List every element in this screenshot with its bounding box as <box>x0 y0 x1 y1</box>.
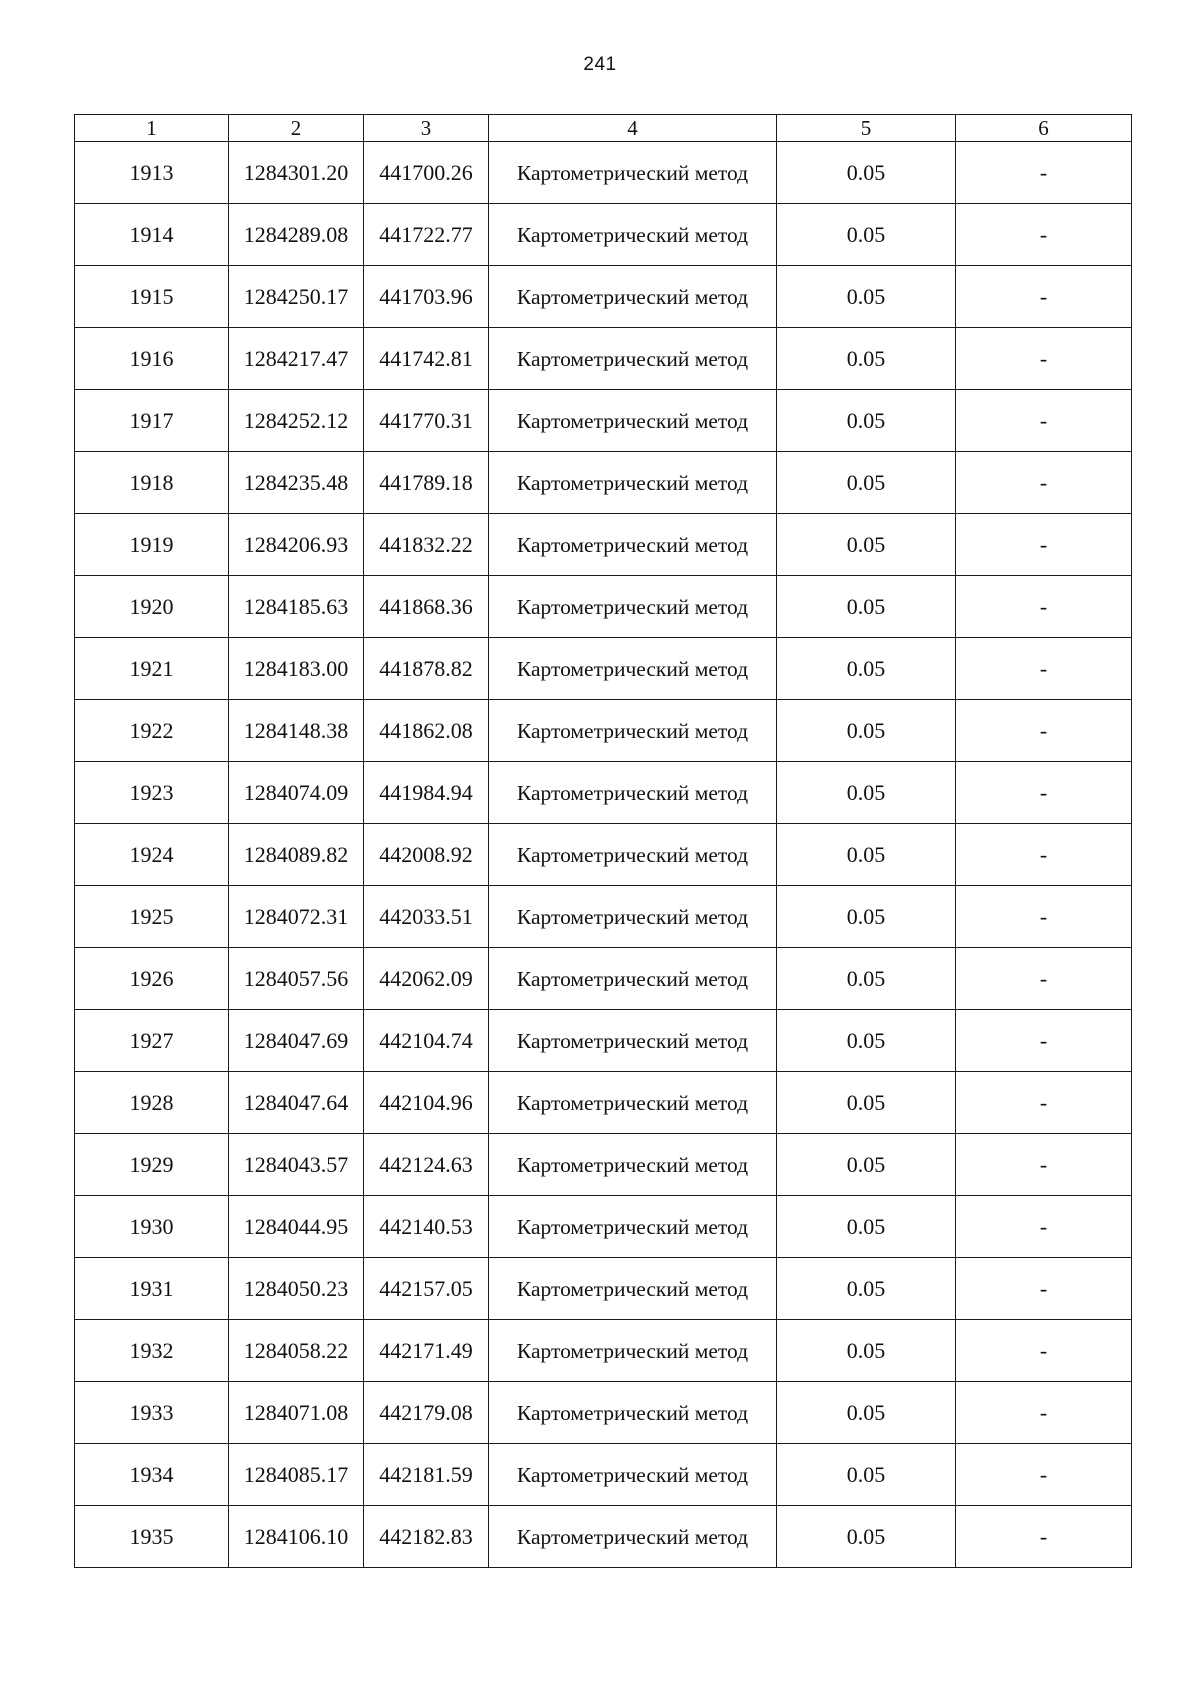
coordinate-y: 441722.77 <box>364 204 489 266</box>
coordinate-x: 1284074.09 <box>229 762 364 824</box>
note-cell: - <box>956 452 1132 514</box>
accuracy-cell: 0.05 <box>777 1196 956 1258</box>
coordinate-x: 1284071.08 <box>229 1382 364 1444</box>
table-row <box>75 886 1132 948</box>
accuracy-cell: 0.05 <box>777 328 956 390</box>
coordinate-y: 442179.08 <box>364 1382 489 1444</box>
accuracy-cell: 0.05 <box>777 1010 956 1072</box>
point-number: 1913 <box>75 142 229 204</box>
method-cell: Картометрический метод <box>489 762 777 824</box>
method-cell: Картометрический метод <box>489 1072 777 1134</box>
coordinate-y: 441862.08 <box>364 700 489 762</box>
point-number: 1926 <box>75 948 229 1010</box>
accuracy-cell: 0.05 <box>777 452 956 514</box>
table-row <box>75 1258 1132 1320</box>
coordinate-y: 441832.22 <box>364 514 489 576</box>
table-header <box>75 115 1132 142</box>
method-cell: Картометрический метод <box>489 142 777 204</box>
point-number: 1921 <box>75 638 229 700</box>
method-cell: Картометрический метод <box>489 1196 777 1258</box>
note-cell: - <box>956 1506 1132 1568</box>
coordinate-x: 1284148.38 <box>229 700 364 762</box>
coordinate-y: 442062.09 <box>364 948 489 1010</box>
accuracy-cell: 0.05 <box>777 948 956 1010</box>
coordinate-x: 1284085.17 <box>229 1444 364 1506</box>
accuracy-cell: 0.05 <box>777 514 956 576</box>
accuracy-cell: 0.05 <box>777 576 956 638</box>
table-row <box>75 638 1132 700</box>
table-row <box>75 576 1132 638</box>
column-header: 6 <box>956 115 1132 142</box>
table-row <box>75 762 1132 824</box>
accuracy-cell: 0.05 <box>777 1382 956 1444</box>
point-number: 1927 <box>75 1010 229 1072</box>
coordinate-y: 441984.94 <box>364 762 489 824</box>
note-cell: - <box>956 638 1132 700</box>
note-cell: - <box>956 1382 1132 1444</box>
point-number: 1932 <box>75 1320 229 1382</box>
method-cell: Картометрический метод <box>489 1506 777 1568</box>
note-cell: - <box>956 514 1132 576</box>
coordinate-y: 442171.49 <box>364 1320 489 1382</box>
point-number: 1930 <box>75 1196 229 1258</box>
page-number: 241 <box>583 54 617 75</box>
coordinate-x: 1284289.08 <box>229 204 364 266</box>
accuracy-cell: 0.05 <box>777 824 956 886</box>
coordinate-x: 1284235.48 <box>229 452 364 514</box>
method-cell: Картометрический метод <box>489 638 777 700</box>
table-body <box>75 142 1132 1568</box>
coordinate-x: 1284050.23 <box>229 1258 364 1320</box>
table-row <box>75 390 1132 452</box>
note-cell: - <box>956 576 1132 638</box>
table-row <box>75 1382 1132 1444</box>
note-cell: - <box>956 390 1132 452</box>
method-cell: Картометрический метод <box>489 1444 777 1506</box>
note-cell: - <box>956 700 1132 762</box>
coordinate-y: 442182.83 <box>364 1506 489 1568</box>
method-cell: Картометрический метод <box>489 700 777 762</box>
accuracy-cell: 0.05 <box>777 886 956 948</box>
note-cell: - <box>956 1258 1132 1320</box>
method-cell: Картометрический метод <box>489 948 777 1010</box>
point-number: 1924 <box>75 824 229 886</box>
method-cell: Картометрический метод <box>489 452 777 514</box>
point-number: 1931 <box>75 1258 229 1320</box>
method-cell: Картометрический метод <box>489 390 777 452</box>
note-cell: - <box>956 824 1132 886</box>
point-number: 1918 <box>75 452 229 514</box>
table-row <box>75 1506 1132 1568</box>
point-number: 1934 <box>75 1444 229 1506</box>
accuracy-cell: 0.05 <box>777 1320 956 1382</box>
coordinate-y: 442140.53 <box>364 1196 489 1258</box>
table-row <box>75 514 1132 576</box>
accuracy-cell: 0.05 <box>777 266 956 328</box>
coordinate-y: 442104.74 <box>364 1010 489 1072</box>
point-number: 1933 <box>75 1382 229 1444</box>
note-cell: - <box>956 1134 1132 1196</box>
note-cell: - <box>956 204 1132 266</box>
coordinate-x: 1284206.93 <box>229 514 364 576</box>
point-number: 1917 <box>75 390 229 452</box>
accuracy-cell: 0.05 <box>777 142 956 204</box>
header-row <box>75 115 1132 142</box>
method-cell: Картометрический метод <box>489 886 777 948</box>
note-cell: - <box>956 1010 1132 1072</box>
table-row <box>75 142 1132 204</box>
point-number: 1928 <box>75 1072 229 1134</box>
coordinate-x: 1284072.31 <box>229 886 364 948</box>
coordinate-x: 1284106.10 <box>229 1506 364 1568</box>
method-cell: Картометрический метод <box>489 576 777 638</box>
coordinate-x: 1284057.56 <box>229 948 364 1010</box>
coordinate-x: 1284047.69 <box>229 1010 364 1072</box>
note-cell: - <box>956 948 1132 1010</box>
note-cell: - <box>956 1072 1132 1134</box>
point-number: 1914 <box>75 204 229 266</box>
table-row <box>75 1072 1132 1134</box>
coordinate-x: 1284043.57 <box>229 1134 364 1196</box>
accuracy-cell: 0.05 <box>777 1134 956 1196</box>
table-row <box>75 1010 1132 1072</box>
table-row <box>75 204 1132 266</box>
table-row <box>75 266 1132 328</box>
column-header: 4 <box>489 115 777 142</box>
method-cell: Картометрический метод <box>489 1010 777 1072</box>
column-header: 2 <box>229 115 364 142</box>
point-number: 1915 <box>75 266 229 328</box>
coordinates-table <box>74 114 1132 1568</box>
accuracy-cell: 0.05 <box>777 1506 956 1568</box>
coordinate-x: 1284047.64 <box>229 1072 364 1134</box>
method-cell: Картометрический метод <box>489 1382 777 1444</box>
coordinate-y: 442124.63 <box>364 1134 489 1196</box>
point-number: 1916 <box>75 328 229 390</box>
coordinate-y: 441789.18 <box>364 452 489 514</box>
coordinate-x: 1284044.95 <box>229 1196 364 1258</box>
coordinate-y: 441703.96 <box>364 266 489 328</box>
coordinate-x: 1284185.63 <box>229 576 364 638</box>
table-row <box>75 700 1132 762</box>
coordinate-x: 1284252.12 <box>229 390 364 452</box>
point-number: 1919 <box>75 514 229 576</box>
note-cell: - <box>956 1444 1132 1506</box>
point-number: 1920 <box>75 576 229 638</box>
table-row <box>75 1320 1132 1382</box>
coordinate-y: 441868.36 <box>364 576 489 638</box>
coordinate-y: 441770.31 <box>364 390 489 452</box>
point-number: 1923 <box>75 762 229 824</box>
coordinate-y: 441742.81 <box>364 328 489 390</box>
table-row <box>75 824 1132 886</box>
coordinate-x: 1284250.17 <box>229 266 364 328</box>
column-header: 1 <box>75 115 229 142</box>
method-cell: Картометрический метод <box>489 1320 777 1382</box>
accuracy-cell: 0.05 <box>777 204 956 266</box>
accuracy-cell: 0.05 <box>777 700 956 762</box>
note-cell: - <box>956 142 1132 204</box>
point-number: 1929 <box>75 1134 229 1196</box>
table-row <box>75 1196 1132 1258</box>
column-header: 3 <box>364 115 489 142</box>
method-cell: Картометрический метод <box>489 266 777 328</box>
coordinate-y: 441700.26 <box>364 142 489 204</box>
point-number: 1922 <box>75 700 229 762</box>
note-cell: - <box>956 1320 1132 1382</box>
coordinate-x: 1284301.20 <box>229 142 364 204</box>
coordinate-y: 442181.59 <box>364 1444 489 1506</box>
method-cell: Картометрический метод <box>489 328 777 390</box>
note-cell: - <box>956 266 1132 328</box>
column-header: 5 <box>777 115 956 142</box>
coordinate-x: 1284217.47 <box>229 328 364 390</box>
table-row <box>75 328 1132 390</box>
accuracy-cell: 0.05 <box>777 1258 956 1320</box>
point-number: 1925 <box>75 886 229 948</box>
note-cell: - <box>956 762 1132 824</box>
coordinate-y: 442157.05 <box>364 1258 489 1320</box>
accuracy-cell: 0.05 <box>777 638 956 700</box>
method-cell: Картометрический метод <box>489 204 777 266</box>
table-row <box>75 1444 1132 1506</box>
table-row <box>75 1134 1132 1196</box>
coordinate-y: 442008.92 <box>364 824 489 886</box>
accuracy-cell: 0.05 <box>777 1072 956 1134</box>
method-cell: Картометрический метод <box>489 1134 777 1196</box>
coordinate-x: 1284183.00 <box>229 638 364 700</box>
note-cell: - <box>956 1196 1132 1258</box>
coordinate-x: 1284089.82 <box>229 824 364 886</box>
table-row <box>75 452 1132 514</box>
point-number: 1935 <box>75 1506 229 1568</box>
method-cell: Картометрический метод <box>489 824 777 886</box>
coordinate-y: 441878.82 <box>364 638 489 700</box>
method-cell: Картометрический метод <box>489 1258 777 1320</box>
note-cell: - <box>956 328 1132 390</box>
accuracy-cell: 0.05 <box>777 1444 956 1506</box>
coordinate-x: 1284058.22 <box>229 1320 364 1382</box>
accuracy-cell: 0.05 <box>777 390 956 452</box>
coordinate-y: 442104.96 <box>364 1072 489 1134</box>
note-cell: - <box>956 886 1132 948</box>
coordinate-y: 442033.51 <box>364 886 489 948</box>
method-cell: Картометрический метод <box>489 514 777 576</box>
table-row <box>75 948 1132 1010</box>
accuracy-cell: 0.05 <box>777 762 956 824</box>
